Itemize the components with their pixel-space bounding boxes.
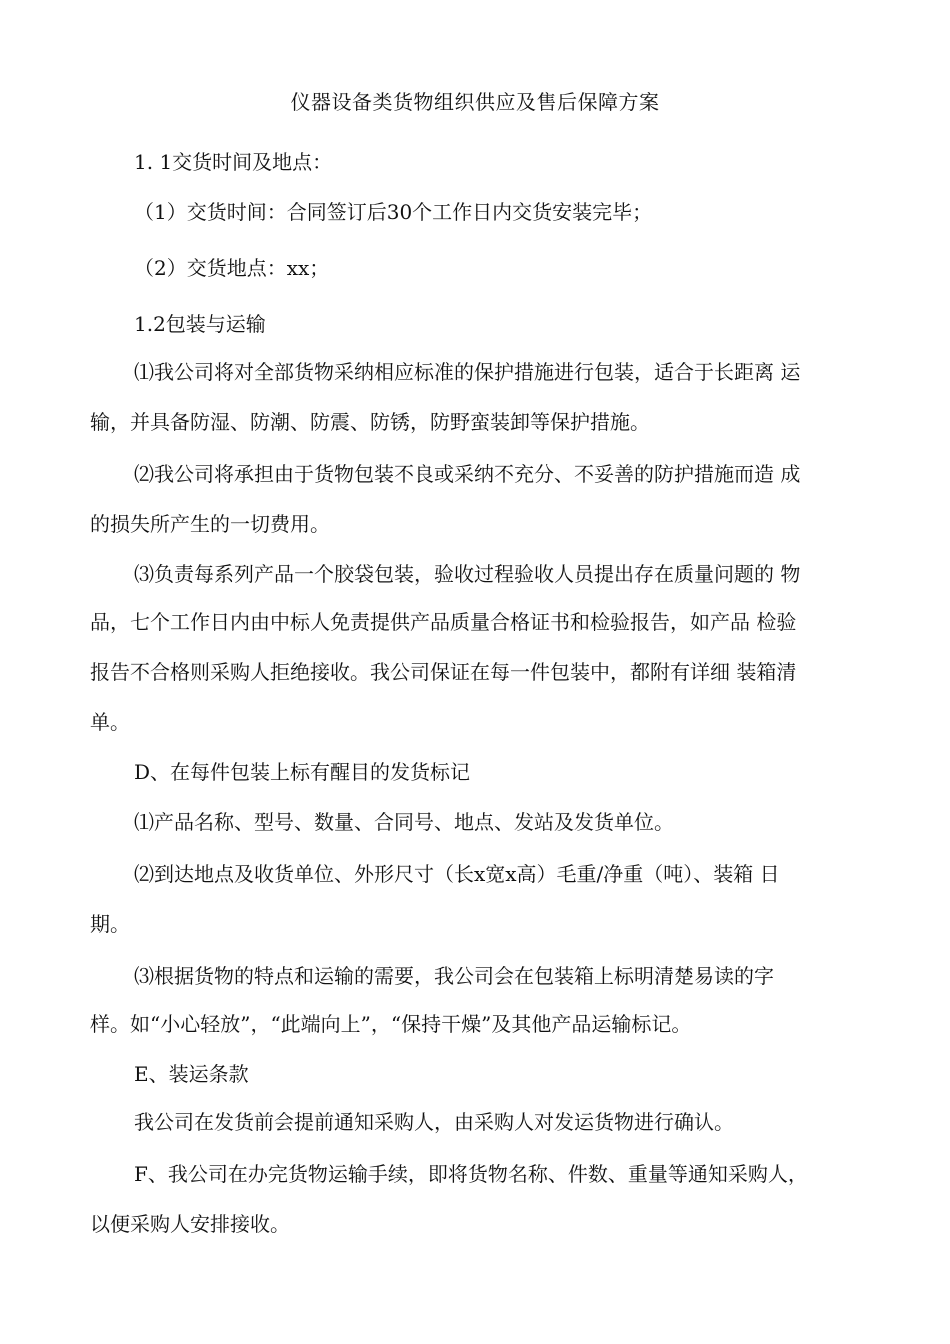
marking-item-1: ⑴产品名称、型号、数量、合同号、地点、发站及发货单位。 (134, 810, 674, 834)
packing-clause-3-line-4: 单。 (90, 710, 130, 734)
packing-clause-3-line-3: 报告不合格则采购人拒绝接收。我公司保证在每一件包装中，都附有详细 装箱清 (90, 660, 797, 684)
packing-clause-2-line-1: ⑵我公司将承担由于货物包装不良或采纳不充分、不妥善的防护措施而造 成 (134, 462, 801, 486)
packing-clause-3-line-2: 品，七个工作日内由中标人免责提供产品质量合格证书和检验报告，如产品 检验 (90, 610, 797, 634)
section-e-heading: E、装运条款 (134, 1062, 249, 1086)
section-d-heading: D、在每件包装上标有醒目的发货标记 (134, 760, 471, 784)
section-1-1-heading: 1. 1交货时间及地点： (134, 150, 333, 174)
packing-clause-2-line-2: 的损失所产生的一切费用。 (90, 512, 330, 536)
packing-clause-1-line-2: 输，并具备防湿、防潮、防震、防锈，防野蛮装卸等保护措施。 (90, 410, 650, 434)
section-f-line-1: F、我公司在办完货物运输手续，即将货物名称、件数、重量等通知采购人， (134, 1162, 808, 1186)
packing-clause-3-line-1: ⑶负责每系列产品一个胶袋包装，验收过程验收人员提出存在质量问题的 物 (134, 562, 801, 586)
section-f-line-2: 以便采购人安排接收。 (90, 1212, 290, 1236)
packing-clause-1-line-1: ⑴我公司将对全部货物采纳相应标准的保护措施进行包装，适合于长距离 运 (134, 360, 801, 384)
document-title: 仪器设备类货物组织供应及售后保障方案 (290, 90, 660, 114)
delivery-time-item: （1）交货时间：合同签订后30个工作日内交货安装完毕； (134, 200, 653, 224)
section-1-2-heading: 1.2包装与运输 (134, 312, 266, 336)
marking-item-3-line-1: ⑶根据货物的特点和运输的需要，我公司会在包装箱上标明清楚易读的字 (134, 964, 774, 988)
marking-item-2-line-1: ⑵到达地点及收货单位、外形尺寸（长x宽x高）毛重/净重（吨）、装箱 日 (134, 862, 780, 886)
delivery-location-item: （2）交货地点：xx； (134, 256, 330, 280)
shipping-terms-body: 我公司在发货前会提前通知采购人，由采购人对发运货物进行确认。 (134, 1110, 734, 1134)
marking-item-3-line-2: 样。如“小心轻放”，“此端向上”，“保持干燥”及其他产品运输标记。 (90, 1012, 692, 1036)
marking-item-2-line-2: 期。 (90, 912, 130, 936)
